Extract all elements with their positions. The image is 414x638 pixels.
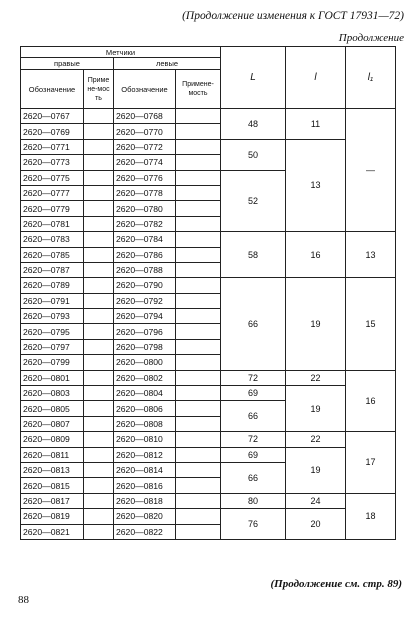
applicability-right [84,170,114,185]
designation-left: 2620—0802 [114,370,176,385]
designation-left: 2620—0818 [114,493,176,508]
applicability-right [84,309,114,324]
value-L: 80 [221,493,286,508]
applicability-left [176,478,221,493]
table-row [21,432,396,447]
footer-note: (Продолжение см. стр. 89) [270,578,402,590]
value-L: 66 [221,401,286,432]
designation-left: 2620—0772 [114,139,176,154]
applicability-right [84,416,114,431]
designation-right: 2620—0781 [21,216,84,231]
designation-right: 2620—0787 [21,262,84,277]
value-L: 72 [221,370,286,385]
table-row [21,139,396,154]
designation-left: 2620—0774 [114,155,176,170]
value-L: 48 [221,109,286,140]
value-l: 22 [286,432,346,447]
designation-right: 2620—0769 [21,124,84,139]
designation-left: 2620—0786 [114,247,176,262]
designation-right: 2620—0793 [21,309,84,324]
designation-right: 2620—0785 [21,247,84,262]
value-L: 50 [221,139,286,170]
applicability-left [176,185,221,200]
header-designation-right: Обозначение [21,70,84,109]
applicability-left [176,216,221,231]
designation-right: 2620—0779 [21,201,84,216]
value-L: 66 [221,278,286,370]
applicability-right [84,278,114,293]
value-l1: 18 [346,493,396,539]
applicability-right [84,216,114,231]
designation-left: 2620—0806 [114,401,176,416]
designation-right: 2620—0767 [21,109,84,124]
header-applicability-right: Примене-мость [84,70,114,109]
applicability-left [176,509,221,524]
table-row [21,509,396,524]
table-row [21,370,396,385]
designation-left: 2620—0778 [114,185,176,200]
designation-right: 2620—0821 [21,524,84,539]
designation-right: 2620—0775 [21,170,84,185]
designation-left: 2620—0816 [114,478,176,493]
designation-right: 2620—0815 [21,478,84,493]
applicability-right [84,185,114,200]
value-L: 69 [221,447,286,462]
applicability-left [176,416,221,431]
applicability-left [176,324,221,339]
applicability-right [84,155,114,170]
designation-left: 2620—0782 [114,216,176,231]
applicability-left [176,493,221,508]
value-l: 22 [286,370,346,385]
group-header-taps: Метчики [21,47,221,58]
designation-right: 2620—0773 [21,155,84,170]
designation-right: 2620—0803 [21,386,84,401]
applicability-left [176,232,221,247]
applicability-right [84,462,114,477]
designation-left: 2620—0798 [114,339,176,354]
header-applicability-left: Примене-мость [176,70,221,109]
value-L: 69 [221,386,286,401]
designation-right: 2620—0783 [21,232,84,247]
applicability-right [84,509,114,524]
value-l: 20 [286,509,346,540]
header-designation-left: Обозначение [114,70,176,109]
designation-right: 2620—0797 [21,339,84,354]
designation-right: 2620—0819 [21,509,84,524]
designation-left: 2620—0822 [114,524,176,539]
designation-right: 2620—0799 [21,355,84,370]
applicability-right [84,201,114,216]
designation-left: 2620—0770 [114,124,176,139]
applicability-right [84,401,114,416]
applicability-left [176,278,221,293]
applicability-left [176,293,221,308]
applicability-right [84,370,114,385]
applicability-right [84,247,114,262]
designation-right: 2620—0795 [21,324,84,339]
value-l: 19 [286,447,346,493]
applicability-left [176,401,221,416]
applicability-right [84,524,114,539]
value-l1: 17 [346,432,396,494]
applicability-left [176,124,221,139]
applicability-right [84,339,114,354]
applicability-right [84,139,114,154]
designation-right: 2620—0805 [21,401,84,416]
value-l: 19 [286,386,346,432]
applicability-left [176,155,221,170]
applicability-right [84,432,114,447]
designation-left: 2620—0776 [114,170,176,185]
designation-right: 2620—0801 [21,370,84,385]
continuation-label: Продолжение [338,32,404,44]
applicability-left [176,247,221,262]
value-L: 58 [221,232,286,278]
applicability-left [176,386,221,401]
designation-left: 2620—0780 [114,201,176,216]
designation-right: 2620—0777 [21,185,84,200]
designation-left: 2620—0810 [114,432,176,447]
taps-table [20,46,396,540]
designation-right: 2620—0809 [21,432,84,447]
header-l1: l₁ [346,47,396,109]
value-L: 52 [221,170,286,232]
value-l1: 13 [346,232,396,278]
designation-left: 2620—0804 [114,386,176,401]
applicability-right [84,232,114,247]
designation-right: 2620—0811 [21,447,84,462]
designation-right: 2620—0807 [21,416,84,431]
value-l: 11 [286,109,346,140]
applicability-left [176,262,221,277]
value-l1: — [346,109,396,232]
value-l1: 16 [346,370,396,432]
table-row [21,232,396,247]
designation-left: 2620—0784 [114,232,176,247]
designation-left: 2620—0768 [114,109,176,124]
value-l: 16 [286,232,346,278]
designation-right: 2620—0771 [21,139,84,154]
applicability-right [84,124,114,139]
applicability-left [176,462,221,477]
designation-left: 2620—0820 [114,509,176,524]
document-title: (Продолжение изменения к ГОСТ 17931—72) [182,10,404,22]
applicability-left [176,370,221,385]
table-row [21,447,396,462]
value-l1: 15 [346,278,396,370]
applicability-right [84,293,114,308]
applicability-left [176,109,221,124]
value-L: 66 [221,462,286,493]
designation-left: 2620—0794 [114,309,176,324]
applicability-right [84,355,114,370]
applicability-right [84,493,114,508]
header-left-hand: левые [114,58,221,70]
applicability-left [176,201,221,216]
designation-left: 2620—0808 [114,416,176,431]
table-row [21,109,396,124]
designation-left: 2620—0814 [114,462,176,477]
applicability-right [84,447,114,462]
designation-left: 2620—0788 [114,262,176,277]
header-l: l [286,47,346,109]
designation-left: 2620—0800 [114,355,176,370]
designation-right: 2620—0813 [21,462,84,477]
applicability-left [176,139,221,154]
header-L: L [221,47,286,109]
value-L: 72 [221,432,286,447]
designation-right: 2620—0791 [21,293,84,308]
applicability-right [84,386,114,401]
applicability-left [176,309,221,324]
designation-left: 2620—0792 [114,293,176,308]
value-L: 76 [221,509,286,540]
applicability-left [176,432,221,447]
applicability-left [176,339,221,354]
designation-right: 2620—0817 [21,493,84,508]
table-row [21,386,396,401]
value-l: 13 [286,139,346,231]
applicability-right [84,262,114,277]
designation-left: 2620—0812 [114,447,176,462]
designation-left: 2620—0790 [114,278,176,293]
value-l: 24 [286,493,346,508]
designation-right: 2620—0789 [21,278,84,293]
designation-left: 2620—0796 [114,324,176,339]
applicability-right [84,478,114,493]
applicability-left [176,170,221,185]
page-number: 88 [18,594,29,606]
applicability-left [176,447,221,462]
table-row [21,278,396,293]
applicability-right [84,109,114,124]
applicability-left [176,524,221,539]
applicability-left [176,355,221,370]
applicability-right [84,324,114,339]
header-right-hand: правые [21,58,114,70]
table-row [21,493,396,508]
table-body [21,109,396,540]
value-l: 19 [286,278,346,370]
